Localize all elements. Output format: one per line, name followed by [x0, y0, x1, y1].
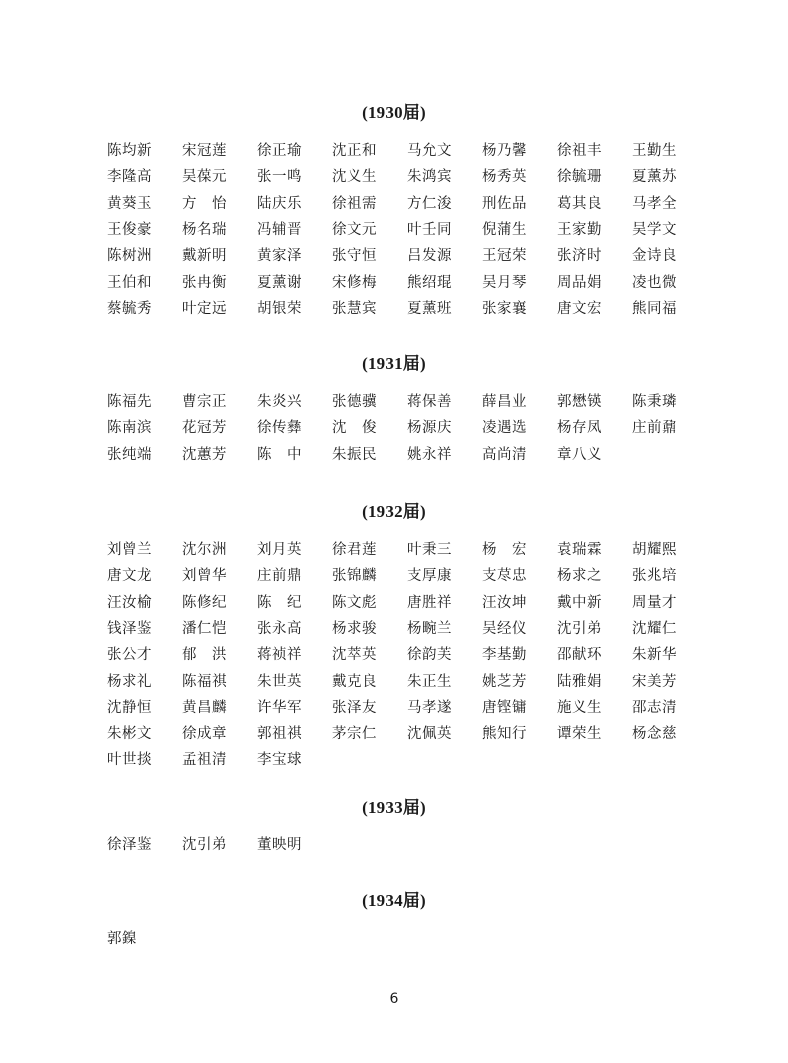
name-entry: 徐传彝: [257, 420, 302, 436]
name-entry: 陆雅娟: [557, 674, 602, 690]
name-entry: 葛其良: [557, 196, 602, 212]
name-entry: 黄葵玉: [107, 196, 152, 212]
name-entry: 刘月英: [257, 542, 302, 558]
name-entry: 陈均新: [107, 143, 152, 159]
name-entry: 熊同福: [632, 301, 677, 317]
name-entry: 吴学文: [632, 222, 677, 238]
name-entry: 杨秀英: [482, 169, 527, 185]
name-entry: 张济时: [557, 248, 602, 264]
name-entry: 唐文龙: [107, 568, 152, 584]
name-entry: 庄前鼎: [257, 568, 302, 584]
name-entry: 唐胜祥: [407, 595, 452, 611]
name-entry: 宋美芳: [632, 674, 677, 690]
name-entry: 马孝全: [632, 196, 677, 212]
name-entry: 朱炎兴: [257, 394, 302, 410]
name-entry: 郭鎳: [107, 931, 137, 947]
name-entry: 叶定远: [182, 301, 227, 317]
name-entry: 支厚康: [407, 568, 452, 584]
name-entry: 李宝球: [257, 752, 302, 768]
name-entry: 张纯端: [107, 447, 152, 463]
name-entry: 许华军: [257, 700, 302, 716]
name-entry: 沈尔洲: [182, 542, 227, 558]
name-entry: 刘曾华: [182, 568, 227, 584]
name-entry: 张公才: [107, 647, 152, 663]
name-entry: 王俊豪: [107, 222, 152, 238]
name-entry: 马允文: [407, 143, 452, 159]
name-entry: 徐毓珊: [557, 169, 602, 185]
name-entry: 蒋保善: [407, 394, 452, 410]
name-entry: 叶壬同: [407, 222, 452, 238]
name-entry: 张守恒: [332, 248, 377, 264]
name-entry: 凌也微: [632, 275, 677, 291]
name-entry: 张锦麟: [332, 568, 377, 584]
name-entry: 吴经仪: [482, 621, 527, 637]
name-entry: 方仁浚: [407, 196, 452, 212]
name-entry: 周品娟: [557, 275, 602, 291]
name-entry: 沈引弟: [182, 837, 227, 853]
name-entry: 施义生: [557, 700, 602, 716]
name-entry: 唐文宏: [557, 301, 602, 317]
name-entry: 邵志清: [632, 700, 677, 716]
name-entry: 张兆培: [632, 568, 677, 584]
name-entry: 叶世掞: [107, 752, 152, 768]
name-entry: 张一鸣: [257, 169, 302, 185]
name-entry: 杨名瑞: [182, 222, 227, 238]
section-heading: (1932届): [362, 502, 426, 521]
name-entry: 吴葆元: [182, 169, 227, 185]
name-entry: 胡银荣: [257, 301, 302, 317]
name-entry: 杨 宏: [482, 542, 527, 558]
name-entry: 朱振民: [332, 447, 377, 463]
name-entry: 徐君莲: [332, 542, 377, 558]
name-entry: 张泽友: [332, 700, 377, 716]
name-entry: 谭荣生: [557, 726, 602, 742]
name-entry: 宋冠莲: [182, 143, 227, 159]
name-entry: 董映明: [257, 837, 302, 853]
name-entry: 沈蕙芳: [182, 447, 227, 463]
name-entry: 黄昌麟: [182, 700, 227, 716]
name-entry: 倪蒲生: [482, 222, 527, 238]
name-entry: 马孝遂: [407, 700, 452, 716]
name-entry: 张冉衡: [182, 275, 227, 291]
name-entry: 夏薰班: [407, 301, 452, 317]
name-entry: 唐铿镛: [482, 700, 527, 716]
name-entry: 朱世英: [257, 674, 302, 690]
name-entry: 汪汝坤: [482, 595, 527, 611]
name-entry: 张永高: [257, 621, 302, 637]
name-entry: 沈 俊: [332, 420, 377, 436]
section-heading: (1931届): [362, 354, 426, 373]
name-entry: 徐正瑜: [257, 143, 302, 159]
name-entry: 吴月琴: [482, 275, 527, 291]
name-entry: 沈正和: [332, 143, 377, 159]
name-entry: 杨乃馨: [482, 143, 527, 159]
name-entry: 李基勤: [482, 647, 527, 663]
name-entry: 刑佐品: [482, 196, 527, 212]
name-entry: 张家襄: [482, 301, 527, 317]
name-entry: 沈耀仁: [632, 621, 677, 637]
name-entry: 杨存凤: [557, 420, 602, 436]
name-entry: 陈南滨: [107, 420, 152, 436]
name-entry: 陆庆乐: [257, 196, 302, 212]
name-entry: 花冠芳: [182, 420, 227, 436]
section-heading: (1934届): [362, 891, 426, 910]
name-entry: 陈福祺: [182, 674, 227, 690]
name-entry: 戴中新: [557, 595, 602, 611]
name-entry: 吕发源: [407, 248, 452, 264]
name-entry: 方 怡: [182, 196, 227, 212]
name-entry: 沈萃英: [332, 647, 377, 663]
name-entry: 杨求骏: [332, 621, 377, 637]
name-entry: 叶秉三: [407, 542, 452, 558]
name-entry: 徐韵芙: [407, 647, 452, 663]
name-entry: 郭祖祺: [257, 726, 302, 742]
name-entry: 李隆高: [107, 169, 152, 185]
name-entry: 陈 纪: [257, 595, 302, 611]
name-entry: 袁瑞霖: [557, 542, 602, 558]
name-entry: 朱新华: [632, 647, 677, 663]
name-entry: 徐祖需: [332, 196, 377, 212]
name-entry: 郭懋锳: [557, 394, 602, 410]
name-entry: 王勤生: [632, 143, 677, 159]
name-entry: 杨念慈: [632, 726, 677, 742]
name-entry: 朱正生: [407, 674, 452, 690]
name-entry: 熊知行: [482, 726, 527, 742]
name-entry: 支荩忠: [482, 568, 527, 584]
name-entry: 徐成章: [182, 726, 227, 742]
name-entry: 熊绍琨: [407, 275, 452, 291]
page-number: 6: [389, 991, 399, 1007]
name-entry: 朱鸿宾: [407, 169, 452, 185]
name-entry: 夏薰谢: [257, 275, 302, 291]
name-entry: 章八义: [557, 447, 602, 463]
name-entry: 朱彬文: [107, 726, 152, 742]
name-entry: 刘曾兰: [107, 542, 152, 558]
name-entry: 王冠荣: [482, 248, 527, 264]
name-entry: 庄前鼐: [632, 420, 677, 436]
name-entry: 杨源庆: [407, 420, 452, 436]
name-entry: 杨求礼: [107, 674, 152, 690]
name-entry: 黄家泽: [257, 248, 302, 264]
name-entry: 沈静恒: [107, 700, 152, 716]
name-entry: 杨求之: [557, 568, 602, 584]
section-heading: (1933届): [362, 798, 426, 817]
name-entry: 邵献环: [557, 647, 602, 663]
section-heading: (1930届): [362, 103, 426, 122]
name-entry: 徐祖丰: [557, 143, 602, 159]
name-entry: 钱泽鉴: [107, 621, 152, 637]
name-entry: 蒋祯祥: [257, 647, 302, 663]
name-entry: 凌遇选: [482, 420, 527, 436]
name-entry: 姚永祥: [407, 447, 452, 463]
name-entry: 陈文彪: [332, 595, 377, 611]
name-entry: 沈义生: [332, 169, 377, 185]
name-entry: 陈树洲: [107, 248, 152, 264]
name-entry: 冯辅晋: [257, 222, 302, 238]
name-entry: 徐泽鉴: [107, 837, 152, 853]
name-entry: 郁 洪: [182, 647, 227, 663]
name-entry: 戴克良: [332, 674, 377, 690]
name-entry: 汪汝榆: [107, 595, 152, 611]
name-entry: 王伯和: [107, 275, 152, 291]
name-entry: 杨畹兰: [407, 621, 452, 637]
name-entry: 王家勤: [557, 222, 602, 238]
name-entry: 宋修梅: [332, 275, 377, 291]
name-entry: 曹宗正: [182, 394, 227, 410]
name-entry: 孟祖清: [182, 752, 227, 768]
name-entry: 张德骥: [332, 394, 377, 410]
name-entry: 夏薰苏: [632, 169, 677, 185]
name-entry: 胡耀熙: [632, 542, 677, 558]
name-entry: 徐文元: [332, 222, 377, 238]
name-entry: 沈佩英: [407, 726, 452, 742]
name-entry: 姚芝芳: [482, 674, 527, 690]
name-entry: 陈 中: [257, 447, 302, 463]
name-entry: 陈秉璘: [632, 394, 677, 410]
name-entry: 茅宗仁: [332, 726, 377, 742]
name-entry: 陈修纪: [182, 595, 227, 611]
name-entry: 戴新明: [182, 248, 227, 264]
name-entry: 蔡毓秀: [107, 301, 152, 317]
name-entry: 沈引弟: [557, 621, 602, 637]
name-entry: 陈福先: [107, 394, 152, 410]
name-entry: 张慧宾: [332, 301, 377, 317]
name-entry: 高尚清: [482, 447, 527, 463]
name-entry: 潘仁恺: [182, 621, 227, 637]
name-entry: 周量才: [632, 595, 677, 611]
name-entry: 金诗良: [632, 248, 677, 264]
name-entry: 薛昌业: [482, 394, 527, 410]
